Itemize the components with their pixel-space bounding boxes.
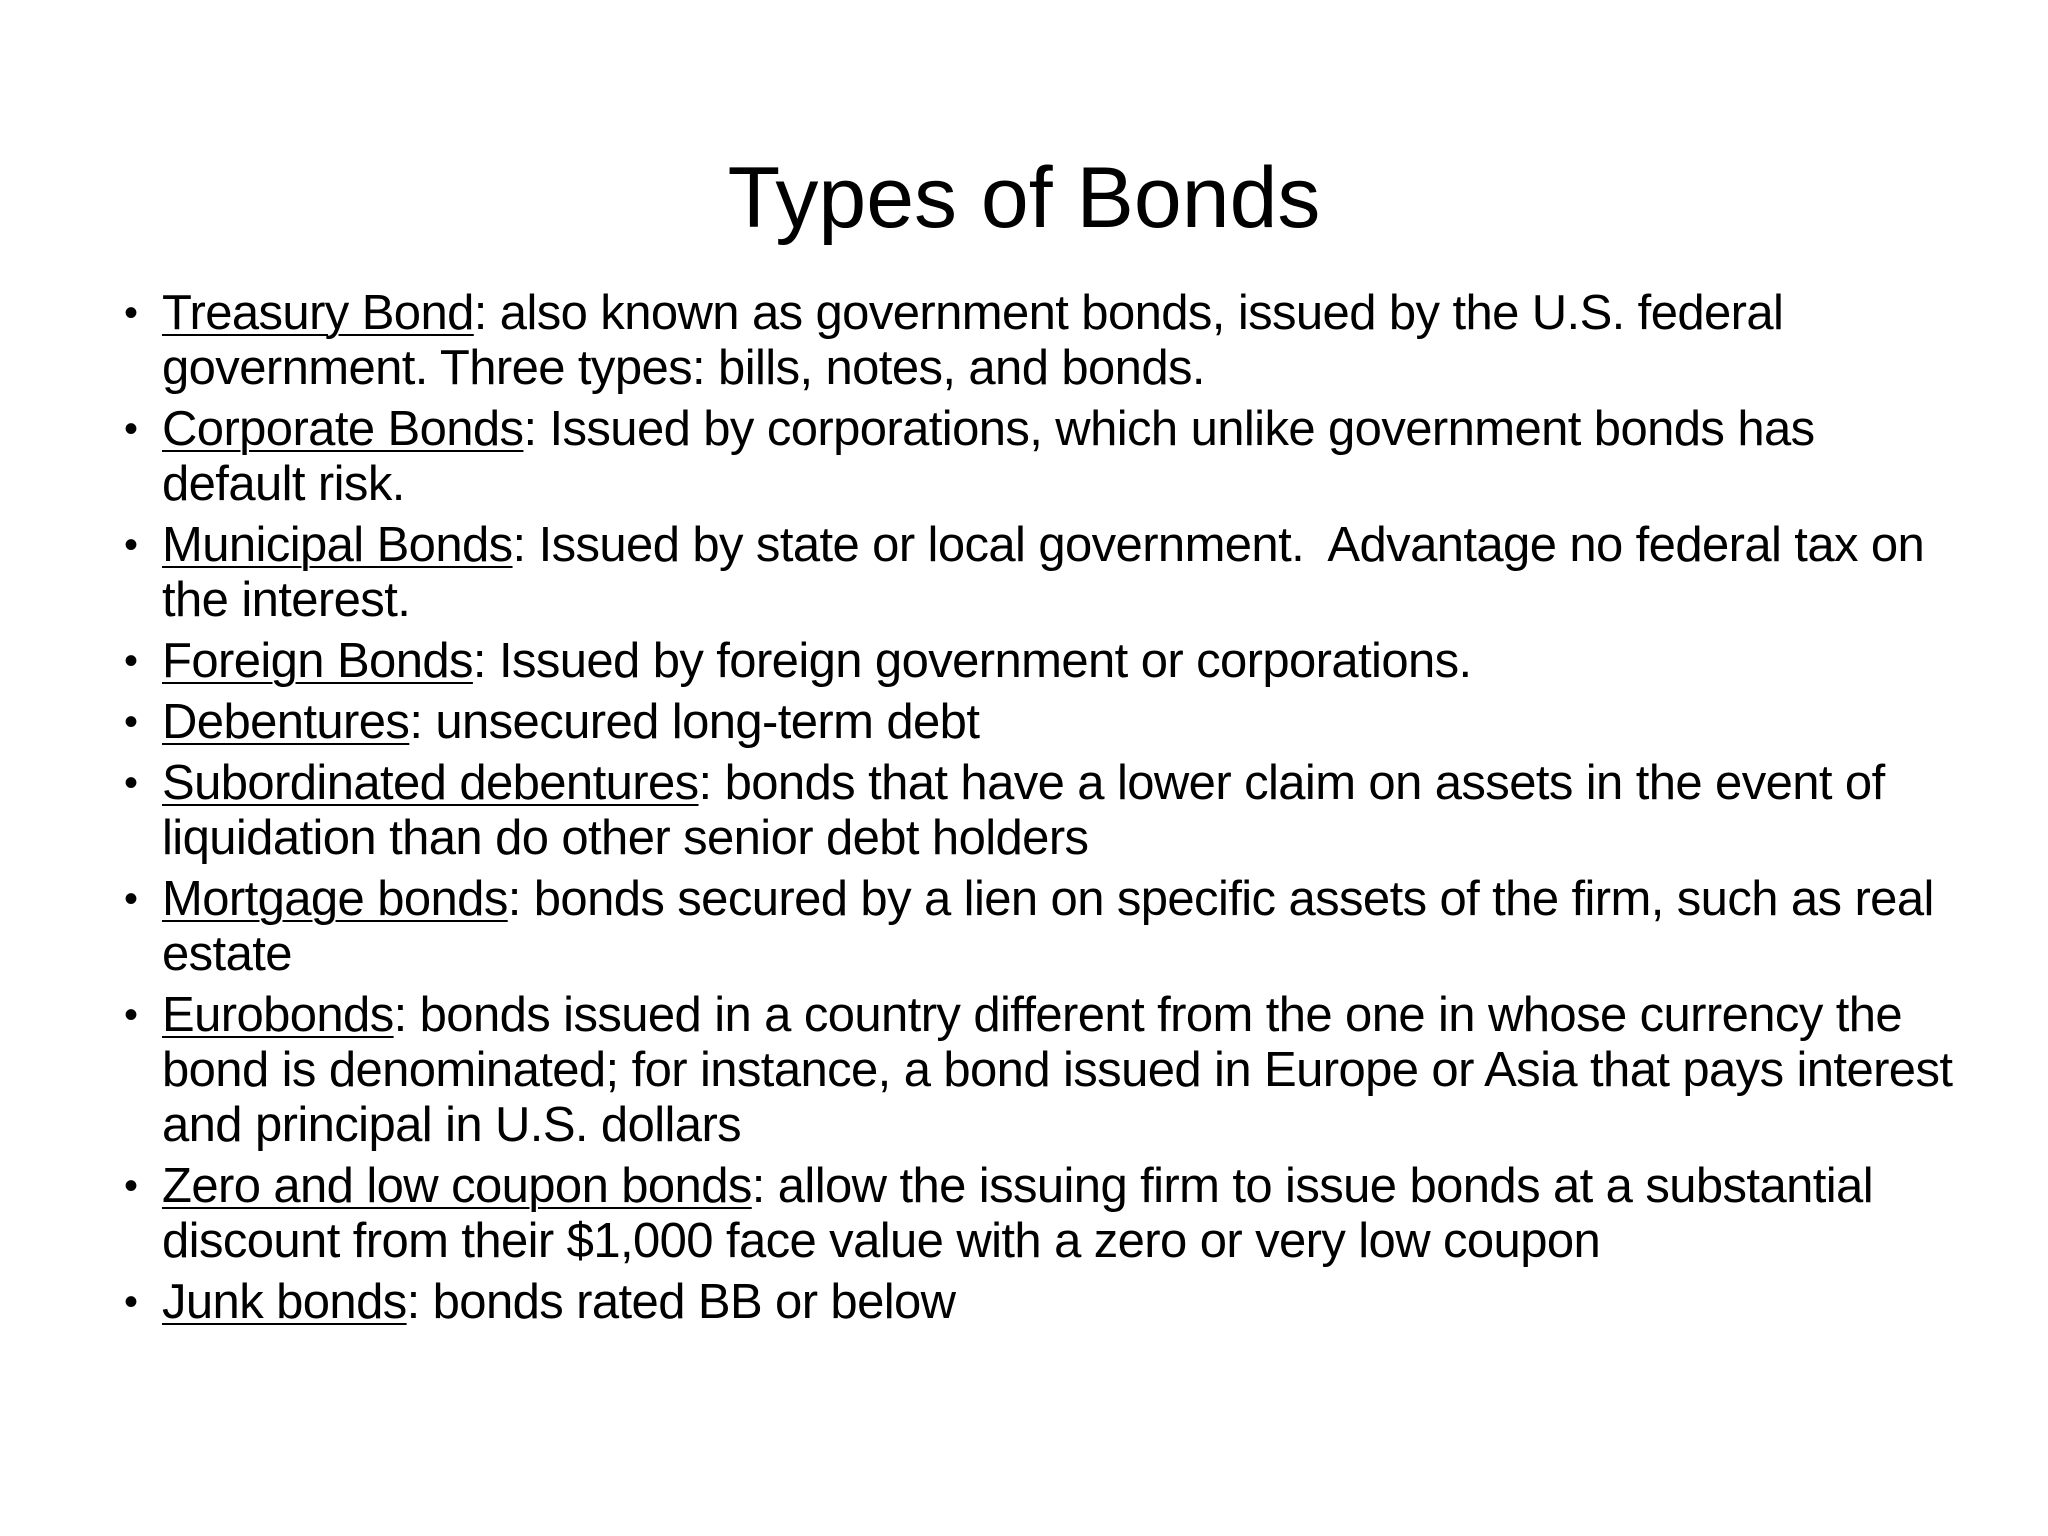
bullet-icon: •: [124, 1164, 138, 1208]
bond-term: Subordinated debentures: [162, 756, 699, 810]
list-item: • Subordinated debentures: bonds that have a lower claim on assets in the event of liquidation than do other senior debt holders: [124, 756, 1885, 865]
slide-title: Types of Bonds: [727, 150, 1321, 246]
bond-term: Municipal Bonds: [162, 518, 513, 572]
list-item: • Zero and low coupon bonds: allow the issuing firm to issue bonds at a substantial discount from their $1,000 face value with a zero or very low coupon: [124, 1159, 1873, 1268]
bond-term: Mortgage bonds: [162, 872, 508, 926]
bond-description: also known as government bonds, issued by the U.S. federal government. Three types: bills, notes, and bonds.: [162, 286, 1784, 395]
list-item: • Eurobonds: bonds issued in a country different from the one in whose currency the bond is denominated; for instance, a bond issued in Europe or Asia that pays interest and principal in U.S. dollars: [124, 988, 1953, 1152]
bond-description: unsecured long-term debt: [435, 695, 980, 749]
bond-term: Foreign Bonds: [162, 634, 473, 688]
bond-description: bonds that have a lower claim on assets in the event of liquidation than do other senior debt holders: [162, 756, 1885, 865]
list-item: • Foreign Bonds: Issued by foreign government or corporations.: [124, 634, 1472, 688]
bond-description: bonds issued in a country different from the one in whose currency the bond is denominated; for instance, a bond issued in Europe or Asia that pays interest and principal in U.S. dollars: [162, 988, 1953, 1152]
bullet-icon: •: [124, 407, 138, 451]
bond-description: Issued by corporations, which unlike government bonds has default risk.: [162, 402, 1815, 511]
bullet-icon: •: [124, 993, 138, 1037]
bond-term: Corporate Bonds: [162, 402, 524, 456]
bullet-icon: •: [124, 1280, 138, 1324]
bullet-icon: •: [124, 639, 138, 683]
bond-term: Treasury Bond: [162, 286, 474, 340]
bullet-icon: •: [124, 761, 138, 805]
bullet-icon: •: [124, 700, 138, 744]
list-item: • Corporate Bonds: Issued by corporations, which unlike government bonds has default risk.: [124, 402, 1815, 511]
list-item: • Debentures: unsecured long-term debt: [124, 695, 980, 749]
bond-description: Issued by foreign government or corporations.: [498, 634, 1472, 688]
bond-description: bonds secured by a lien on specific assets of the firm, such as real estate: [162, 872, 1934, 981]
list-item: • Mortgage bonds: bonds secured by a lien on specific assets of the firm, such as real estate: [124, 872, 1934, 981]
bullet-list: [124, 286, 1954, 1336]
bullet-icon: •: [124, 291, 138, 335]
list-item: • Junk bonds: bonds rated BB or below: [124, 1275, 956, 1329]
bond-description: allow the issuing firm to issue bonds at a substantial discount from their $1,000 face value with a zero or very low coupon: [162, 1159, 1873, 1268]
bond-term: Zero and low coupon bonds: [162, 1159, 752, 1213]
bond-description: bonds rated BB or below: [432, 1275, 956, 1329]
bond-term: Junk bonds: [162, 1275, 407, 1329]
list-item: • Treasury Bond: also known as government bonds, issued by the U.S. federal government. Three types: bills, notes, and bonds.: [124, 286, 1784, 395]
list-item: • Municipal Bonds: Issued by state or local government. Advantage no federal tax on the interest.: [124, 518, 1938, 627]
bond-description: Issued by state or local government. Advantage no federal tax on the interest.: [162, 518, 1938, 627]
bond-term: Eurobonds: [162, 988, 394, 1042]
bullet-icon: •: [124, 523, 138, 567]
bullet-icon: •: [124, 877, 138, 921]
bond-term: Debentures: [162, 695, 410, 749]
